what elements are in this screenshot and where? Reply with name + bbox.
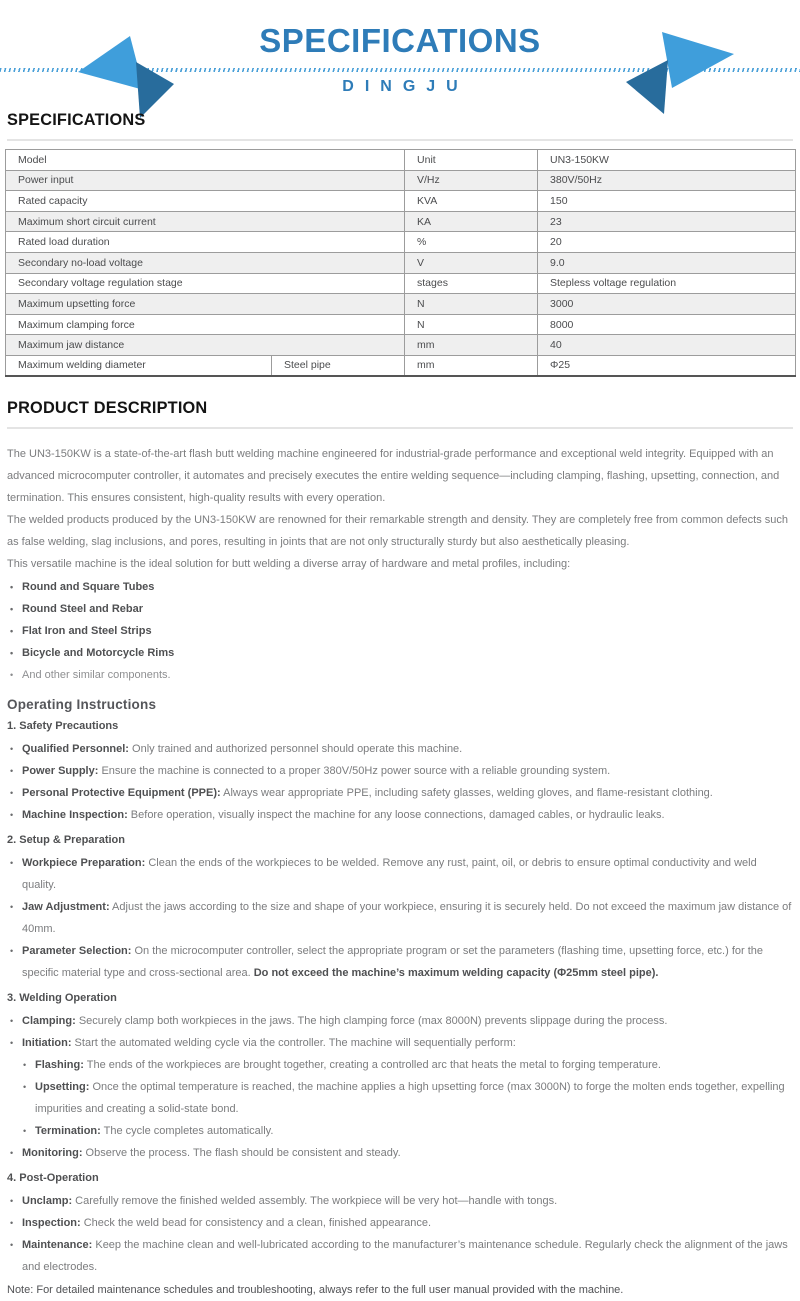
list-item: • And other similar components. (7, 664, 793, 686)
table-row (6, 355, 796, 376)
item-text: The cycle completes automatically. (100, 1125, 274, 1138)
item-text: Ensure the machine is connected to a proper 380V/50Hz power source with a reliable grounding system. (98, 765, 611, 778)
specifications-section (0, 110, 800, 377)
spec-value-cell: 20 (538, 232, 796, 253)
item-label: Inspection: (22, 1217, 81, 1230)
table-row (6, 150, 796, 171)
item-text: Securely clamp both workpieces in the jaws. The high clamping force (max 8000N) prevents slippage during the process. (75, 1015, 668, 1028)
item-label: Flashing: (35, 1059, 84, 1072)
item-label: Termination: (35, 1125, 101, 1138)
list-item (7, 896, 793, 940)
operating-section-title: 3. Welding Operation (7, 992, 117, 1005)
list-item (20, 1076, 793, 1120)
spec-label-cell: Maximum jaw distance (6, 335, 405, 356)
item-text: The ends of the workpieces are brought together, creating a controlled arc that heats the metal to forging temperature. (83, 1059, 661, 1072)
spec-label-cell: Maximum clamping force (6, 314, 405, 335)
item-text: Always wear appropriate PPE, including safety glasses, welding gloves, and flame-resistant clothing. (220, 787, 713, 800)
list-item (7, 1032, 793, 1054)
spec-unit-cell: V/Hz (405, 170, 538, 191)
list-item (7, 760, 793, 782)
spec-unit-cell: KA (405, 211, 538, 232)
spec-unit-cell: % (405, 232, 538, 253)
table-row (6, 314, 796, 335)
item-text: Start the automated welding cycle via the controller. The machine will sequentially perform: (71, 1037, 516, 1050)
item-label: Machine Inspection: (22, 809, 128, 822)
item-label: Upsetting: (35, 1081, 90, 1094)
table-row (6, 191, 796, 212)
spec-unit-cell: V (405, 252, 538, 273)
spec-label-cell: Power input (6, 170, 405, 191)
table-row (6, 294, 796, 315)
spec-label-cell: Secondary no-load voltage (6, 252, 405, 273)
list-item (7, 738, 793, 760)
list-item (7, 852, 793, 896)
list-item (20, 1120, 793, 1142)
item-label: Workpiece Preparation: (22, 857, 146, 870)
list-item: • Round Steel and Rebar (7, 598, 793, 620)
specs-section-heading: SPECIFICATIONS (7, 110, 146, 129)
description-section-heading: PRODUCT DESCRIPTION (7, 398, 208, 418)
description-paragraphs (7, 443, 793, 575)
item-label: Power Supply: (22, 765, 99, 778)
operating-item-list (7, 852, 793, 984)
description-paragraph: This versatile machine is the ideal solution for butt welding a diverse array of hardware and metal profiles, including: (7, 558, 571, 571)
spec-label-cell: Model (6, 150, 405, 171)
description-paragraph: The UN3-150KW is a state-of-the-art flash butt welding machine engineered for industrial-grade performance and exceptional weld integrity. Equipped with an advanced microcomputer controller, it automates and precisely executes the entire welding sequence—including clamping, flashing, upsetting, connection, and termination. This ensures consistent, high-quality results with every operation. (7, 448, 780, 505)
item-text: Check the weld bead for consistency and a clean, finished appearance. (80, 1217, 432, 1230)
spec-label-cell: Secondary voltage regulation stage (6, 273, 405, 294)
brand-name: DINGJU (342, 78, 469, 95)
table-row (6, 335, 796, 356)
item-bold-tail: Do not exceed the machine’s maximum welding capacity (Φ25mm steel pipe). (253, 967, 659, 980)
item-label: Qualified Personnel: (22, 743, 129, 756)
list-item: • Bicycle and Motorcycle Rims (7, 642, 793, 664)
application-bullet-list (7, 576, 793, 686)
spec-value-cell: 23 (538, 211, 796, 232)
spec-value-cell: 9.0 (538, 252, 796, 273)
list-item (7, 782, 793, 804)
spec-value-cell: 3000 (538, 294, 796, 315)
spec-unit-cell: N (405, 314, 538, 335)
list-item: • Flat Iron and Steel Strips (7, 620, 793, 642)
list-item (7, 804, 793, 826)
list-item (7, 1212, 793, 1234)
operating-section-title: 2. Setup & Preparation (7, 834, 125, 847)
item-label: Clamping: (22, 1015, 76, 1028)
operating-item-list (7, 738, 793, 826)
footer-note: Note: For detailed maintenance schedules and troubleshooting, always refer to the full user manual provided with the machine. (7, 1284, 624, 1297)
spec-value-cell: 380V/50Hz (538, 170, 796, 191)
spec-label-cell: Maximum welding diameter (6, 355, 272, 376)
spec-unit-cell: stages (405, 273, 538, 294)
spec-value-cell: Stepless voltage regulation (538, 273, 796, 294)
spec-label-cell: Rated capacity (6, 191, 405, 212)
table-row (6, 273, 796, 294)
operating-instructions-heading: Operating Instructions (7, 697, 157, 713)
item-label: Personal Protective Equipment (PPE): (22, 787, 221, 800)
item-text: Keep the machine clean and well-lubricated according to the manufacturer’s maintenance schedule. Regularly check the alignment of the jaws and electrodes. (22, 1239, 788, 1274)
item-text: Before operation, visually inspect the machine for any loose connections, damaged cables, or hydraulic leaks. (127, 809, 665, 822)
item-label: Monitoring: (22, 1147, 83, 1160)
spec-value-cell: UN3-150KW (538, 150, 796, 171)
list-item: • Round and Square Tubes (7, 576, 793, 598)
list-item (7, 940, 793, 984)
operating-instructions-body (7, 714, 793, 1278)
specs-heading-rule (7, 139, 793, 141)
spec-sublabel-cell: Steel pipe (272, 355, 405, 376)
item-label: Jaw Adjustment: (22, 901, 110, 914)
operating-section-title: 4. Post-Operation (7, 1172, 99, 1185)
item-text: Only trained and authorized personnel should operate this machine. (128, 743, 463, 756)
specs-table (5, 149, 796, 377)
item-label: Parameter Selection: (22, 945, 132, 958)
spec-unit-cell: N (405, 294, 538, 315)
item-label: Maintenance: (22, 1239, 93, 1252)
item-label: Initiation: (22, 1037, 72, 1050)
table-row (6, 211, 796, 232)
spec-unit-cell: KVA (405, 191, 538, 212)
list-item (7, 1010, 793, 1032)
item-label: Unclamp: (22, 1195, 73, 1208)
item-text: On the microcomputer controller, select the appropriate program or set the parameters (flashing time, upsetting force, etc.) for the specific material type and cross-sectional area. (22, 945, 764, 980)
item-text: Once the optimal temperature is reached, the machine applies a high upsetting force (max 3000N) to forge the molten ends together, expelling impurities and creating a solid-state bond. (35, 1081, 785, 1116)
spec-value-cell: 40 (538, 335, 796, 356)
table-row (6, 232, 796, 253)
table-row (6, 170, 796, 191)
item-text: Carefully remove the finished welded assembly. The workpiece will be very hot—handle with tongs. (72, 1195, 558, 1208)
spec-unit-cell: Unit (405, 150, 538, 171)
list-item (7, 1142, 793, 1164)
operating-item-list (7, 1010, 793, 1164)
spec-value-cell: 8000 (538, 314, 796, 335)
list-item (7, 1190, 793, 1212)
spec-label-cell: Rated load duration (6, 232, 405, 253)
list-item (20, 1054, 793, 1076)
spec-unit-cell: mm (405, 355, 538, 376)
item-text: Adjust the jaws according to the size and shape of your workpiece, ensuring it is securely held. Do not exceed the maximum jaw distance of 40mm. (22, 901, 792, 936)
spec-value-cell: 150 (538, 191, 796, 212)
spec-label-cell: Maximum short circuit current (6, 211, 405, 232)
description-heading-rule (7, 427, 793, 429)
table-row (6, 252, 796, 273)
spec-unit-cell: mm (405, 335, 538, 356)
page-header (0, 0, 800, 110)
operating-item-list (7, 1190, 793, 1278)
item-text: Clean the ends of the workpieces to be welded. Remove any rust, paint, oil, or debris to ensure optimal conductivity and weld quality. (22, 857, 757, 892)
page-title: SPECIFICATIONS (259, 22, 541, 59)
item-text: Observe the process. The flash should be consistent and steady. (82, 1147, 401, 1160)
list-item (7, 1234, 793, 1278)
description-paragraph: The welded products produced by the UN3-150KW are renowned for their remarkable strength and density. They are completely free from common defects such as false welding, slag inclusions, and pores, resulting in joints that are not only structurally sturdy but also aesthetically pleasing. (7, 514, 788, 549)
operating-section-title: 1. Safety Precautions (7, 720, 119, 733)
product-description-section (0, 398, 800, 1301)
spec-label-cell: Maximum upsetting force (6, 294, 405, 315)
spec-value-cell: Φ25 (538, 355, 796, 376)
